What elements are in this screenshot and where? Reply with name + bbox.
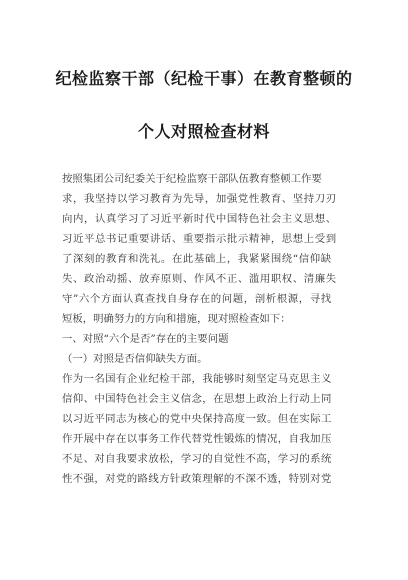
body-text-line: 信仰、中国特色社会主义信念，在思想上政治上行动上同: [62, 393, 332, 405]
body-text-line: 以习近平同志为核心的党中央保持高度一致。但在实际工: [62, 413, 332, 425]
body-text-line: 作为一名国有企业纪检干部，我能够时刻坚定马克思主义: [62, 373, 332, 385]
body-text-line: 向内，认真学习了习近平新时代中国特色社会主义思想、: [62, 213, 337, 225]
body-text-line: 习近平总书记重要讲话、重要指示批示精神，思想上受到: [62, 233, 337, 245]
document-title-line-1: 纪检监察干部（纪检干事）在教育整顿的: [55, 69, 353, 88]
body-text-line: 守”六个方面认真查找自身存在的问题，剖析根源，寻找: [62, 293, 332, 305]
body-text-line: 求，我坚持以学习教育为先导，加强党性教育、坚持刀刃: [62, 193, 337, 205]
body-text-line: 按照集团公司纪委关于纪检监察干部队伍教育整顿工作要: [62, 173, 322, 185]
body-text-line: 短板，明确努力的方向和措施，现对照检查如下：: [62, 313, 291, 325]
body-text-line: 不足、对自我要求放松，学习的自觉性不高，学习的系统: [62, 453, 332, 465]
body-text-line: 作开展中存在以事务工作代替党性锻炼的情况，自我加压: [62, 433, 332, 445]
document-title-line-2: 个人对照检查材料: [137, 122, 270, 141]
body-text-line: 性不强，对党的路线方针政策理解的不深不透，特别对党: [62, 473, 332, 485]
section-heading: 一、对照“六个是否”存在的主要问题: [62, 333, 229, 345]
subsection-heading: （一）对照是否信仰缺失方面。: [62, 353, 208, 365]
body-text-line: 失、政治动摇、放弃原则、作风不正、滥用职权、清廉失: [62, 273, 337, 285]
body-text-line: 了深刻的教育和洗礼。在此基础上，我紧紧围绕“信仰缺: [62, 253, 332, 265]
